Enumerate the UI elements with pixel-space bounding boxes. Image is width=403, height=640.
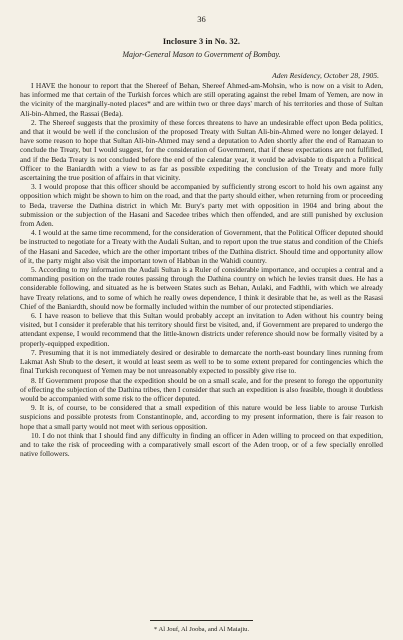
- letter-subheading: Major-General Mason to Government of Bombay.: [122, 50, 281, 59]
- paragraph-6: 6. I have reason to believe that this Sultan would probably accept an invitation to Aden without his country being visited, but I consider it preferable that his territory should first be visited, and, if Government are prepared to undergo the attendant expense, I would recommend that the little-known districts under reference should now be formally visited by a properly-equipped expedition.: [20, 311, 383, 348]
- inclosure-heading: Inclosure 3 in No. 32.: [162, 37, 241, 46]
- paragraph-10: 10. I do not think that I should find any difficulty in finding an officer in Aden willing to proceed on that expedition, and to take the risk of proceeding with a comparatively small escort of the Aden troop, or of a few specially enrolled native followers.: [20, 430, 383, 459]
- paragraph-9: 9. It is, of course, to be considered that a small expedition of this nature would be less liable to arouse Turkish suspicions and possible protests from Constantinople, and, according to my present information, there is fair reason to hope that a small party would not meet with serious opposition.: [20, 403, 383, 431]
- paragraph-4: 4. I would at the same time recommend, for the consideration of Government, that the Political Officer deputed should be instructed to negotiate for a Treaty with the Audali Sultan, and to report upon the true status and condition of the Chiefs of the Hasani and Sacedee, which are the other important tribes of the Dathina district. Should time and opportunity allow of it, the party might also visit the important town of Habban in the Wahidi country.: [20, 228, 383, 265]
- page-number: 36: [197, 14, 206, 24]
- paragraph-7: 7. Presuming that it is not immediately desired or desirable to demarcate the north-east boundary lines running from Lakmat Ash Shub to the desert, it would at least seem as well to be to some extent prepared for contingencies which the final Turkish reconquest of Yemen may be not unreasonably expected to possibly give rise to.: [20, 347, 383, 376]
- paragraph-8: 8. If Government propose that the expedition should be on a small scale, and for the present to forego the opportunity of effecting the subjection of the Dathina tribes, then I consider that such an expedition is also feasible, though it doubtless would be accompanied with some risk to the officer deputed.: [20, 375, 383, 403]
- paragraph-2: 2. The Shereef suggests that the proximity of these forces threatens to have an undesirable effect upon Beda politics, and that it would be well if the conclusion of the proposed Treaty with Sultan Ali-bin-Ahmed were no longer delayed. I have some reason to hope that Sultan Ali-bin-Ahmed may send a deputation to Aden shortly after the end of Ramazan to conclude the Treaty, but I would suggest, for the consideration of Government, that if these expectations are not fulfilled, and if the Beda Treaty is not concluded before the end of the calendar year, it would be advisable to dispatch a Political Officer to the Baniardth with a view to as far as possible expediting the conclusion of the Treaty and more fully ascertaining the true position of affairs in that vicinity.: [20, 117, 383, 183]
- footnote-divider: [150, 620, 253, 621]
- letter-body: [20, 81, 383, 458]
- paragraph-5: 5. According to my information the Audali Sultan is a Ruler of considerable importance, and occupies a central and a commanding position on the trade routes passing through the Dathina country on which he levies transit dues. He has a considerable following, and situated as he is between States such as Behan, Aulaki, and Fadthli, with which we already have Treaty relations, and to some of which he really owes dependence, I think it desirable that he, as well as the Rasasi Chief of the Baniardth, should now be formally included within the number of our protected stipendiaries.: [20, 265, 383, 311]
- paragraph-1: I HAVE the honour to report that the Shereef of Behan, Shereef Ahmed-am-Mohsin, who is now on a visit to Aden, has informed me that certain of the Turkish forces which are still operating against the rebel Imam of Yemen, are now in the vicinity of the marginally-noted places* and are within two or three days' march of his territories and those of Sultan Ali-bin-Ahmed, the Rassai (Beda).: [20, 81, 383, 118]
- dateline: Aden Residency, October 28, 1905.: [272, 71, 379, 80]
- paragraph-3: 3. I would propose that this officer should be accompanied by sufficiently strong escort to hold his own against any opposition which might be shown to him on the road, and that the party should either, when returning from or proceeding to Beda, traverse the Dathina district in which Mr. Bury's party met with opposition in 1904 and bring about the submission or the subjection of the Hasani and Sacedee tribes which then offended, and are still punished by exclusion from Aden.: [20, 182, 383, 229]
- footnote: * Al Jouf, Al Jooba, and Al Maiajiu.: [153, 626, 250, 633]
